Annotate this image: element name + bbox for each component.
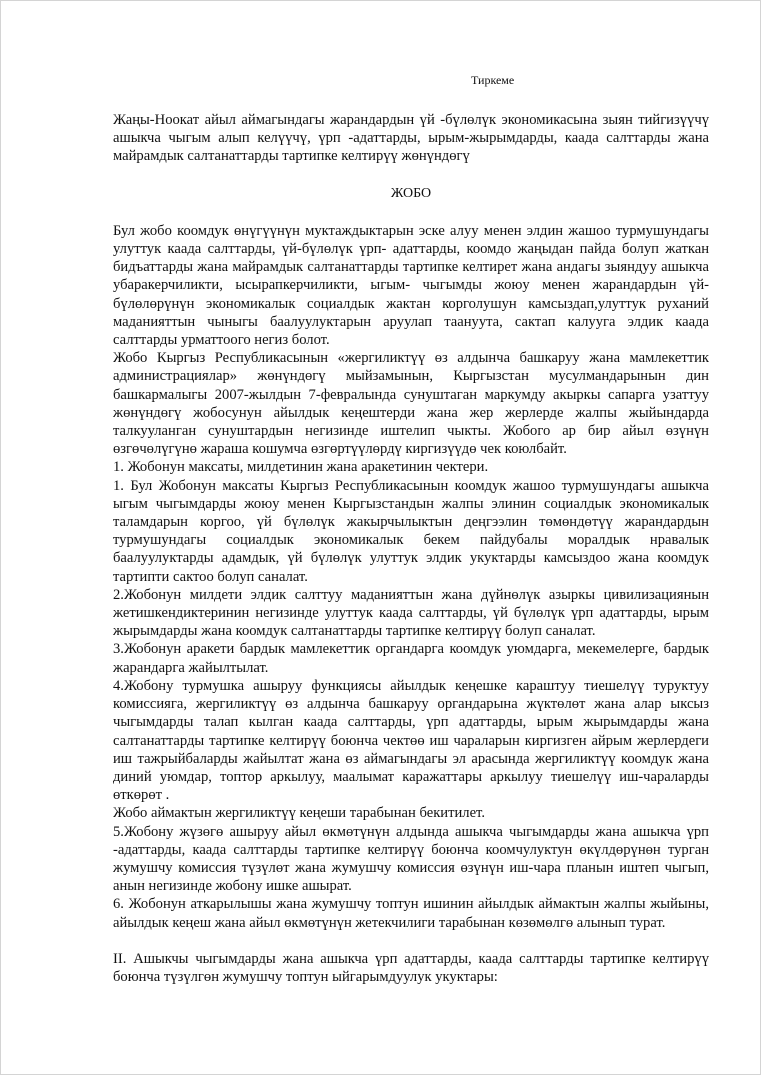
paragraph-item-3: 3.Жобонун аракети бардык мамлекеттик органдарга коомдук уюмдарга, мекемелерге, бардык жарандарга жайылтылат. — [113, 641, 709, 676]
section-2-heading: II. Ашыкчы чыгымдарды жана ашыкча үрп адаттарды, каада салттарды тартипке келтирүү боюнча түзүлгөн жумушчу топтун ыйгарымдуулук укуктары: — [113, 950, 709, 985]
section-1-heading: 1. Жобонун максаты, милдетинин жана аракетинин чектери. — [113, 459, 489, 476]
paragraph-legal-basis: Жобо Кыргыз Республикасынын «жергиликтүү өз алдынча башкаруу жана мамлекеттик администрациялар» жөнүндөгү мыйзамынын, Кыргызстан мусулмандарынын дин башкармалыгы 2007-жылдын 7-февралында сунуштаган маркумду акыркы сапарга узаттуу жөнүндөгү жобосунун айылдык кеңештерди жана жер жерлерде жалпы жыйындарда талкууланган сунуштардын негизинде иштелип чыкты. Жобого ар бир айыл өзүнүн өзгөчөлүгүнө жараша кошумча өзгөртүүлөрдү киргизүүдө чек коюлбайт. — [113, 350, 709, 458]
paragraph-item-1: 1. Бул Жобонун максаты Кыргыз Республикасынын коомдук жашоо турмушундагы ашыкча ыгым чыгымдарды жоюу менен Кыргызстандын жалпы элинин социалдык экономикалык таламдарын коргоо, үй бүлөлүк жакырчылыктын деңгээлин төмөндөтүү жарандардын турмушундагы социалдык экономикалык бекем пайдубалы моралдык нравалык баалуулуктарды адамдык, үй бүлөлүк улуттук элдик укуктарды камсыздоо жана коомдук тартипти сактоо болуп саналат. — [113, 477, 709, 585]
document-body — [113, 111, 709, 986]
paragraph-item-2: 2.Жобонун милдети элдик салттуу маданияттын жана дүйнөлүк азыркы цивилизациянын жетишкендиктеринин негизинде улуттук каада салттарды, үй бүлөлүк үрп адаттарды, ырым жырымдарды жана коомдук салтанаттарды тартипке келтирүү болуп саналат. — [113, 586, 709, 640]
document-type-heading: ЖОБО — [390, 185, 432, 201]
paragraph-intro: Бул жобо коомдук өнүгүүнүн муктаждыктарын эске алуу менен элдин жашоо турмушундагы улуттук каада салттарды, үй-бүлөлүк үрп- адаттарды, коомдо жаңыдан пайда болуп жаткан бидъаттарды жана майрамдык салтанаттарды тартипке келтирет жана андагы зыяндуу ашыкча убаракерчиликти, ысырапкерчиликти, ыгым- чыгымды жоюу менен жарандардын үй-бүлөлөрүнүн экономикалык социалдык жактан корголушун камсыздап,улуттук руханий маданияттын чыныгы баалуулуктарын аруулап таануута, сактап калууга элдик каада салттарды урматтоого негиз болот. — [113, 222, 709, 349]
paragraph-item-5: 5.Жобону жүзөгө ашыруу айыл өкмөтүнүн алдында ашыкча чыгымдарды жана ашыкча үрп -адаттарды, каада салттарды тартипке келтирүү боюнча коомчулуктун өкүлдөрүнөн турган жумушчу комиссия түзүлөт жана жумушчу комиссия өзүнүн иш-чара планын иштеп чыгып, анын негизинде жобону ишке ашырат. — [113, 823, 709, 895]
spacer — [113, 932, 709, 950]
paragraph-item-6: 6. Жобонун аткарылышы жана жумушчу топтун ишинин айылдык аймактын жалпы жыйыны, айылдык кеңеш жана айыл өкмөтүнүн жетекчилиги тарабынан көзөмөлгө алынып турат. — [113, 896, 709, 931]
annex-label: Тиркеме — [471, 73, 515, 87]
paragraph-item-4: 4.Жобону турмушка ашыруу функциясы айылдык кеңешке караштуу тиешелүү туруктуу комиссияга, жергиликтүү өз алдынча башкаруу органдарына жүктөлөт жана алар ыксыз чыгымдарды талап кылган каада салттарды, үрп адаттарды, ырым жырымдарды жана салтанаттарды тартипке келтирүү боюнча чектөө иш чараларын киргизген айрым жерлердеги иш тажрыйбаларды жайылтат жана өз аймагындагы эл арасында жергиликтүү коомдук жана диний уюмдар, топтор аркылуу, маалымат каражаттары аркылуу тиешелүү иш-чараларды өткөрөт . — [113, 677, 709, 804]
document-title: Жаңы-Ноокат айыл аймагындагы жарандардын үй -бүлөлүк экономикасына зыян тийгизүүчү ашыкча чыгым алып келүүчү, үрп -адаттарды, ырым-жырымдарды, каада салттарды жана майрамдык салтанаттарды тартипке келтирүү жөнүндөгү — [113, 112, 709, 165]
paragraph-approval: Жобо аймактын жергиликтүү кеңеши тарабынан бекитилет. — [113, 805, 485, 822]
